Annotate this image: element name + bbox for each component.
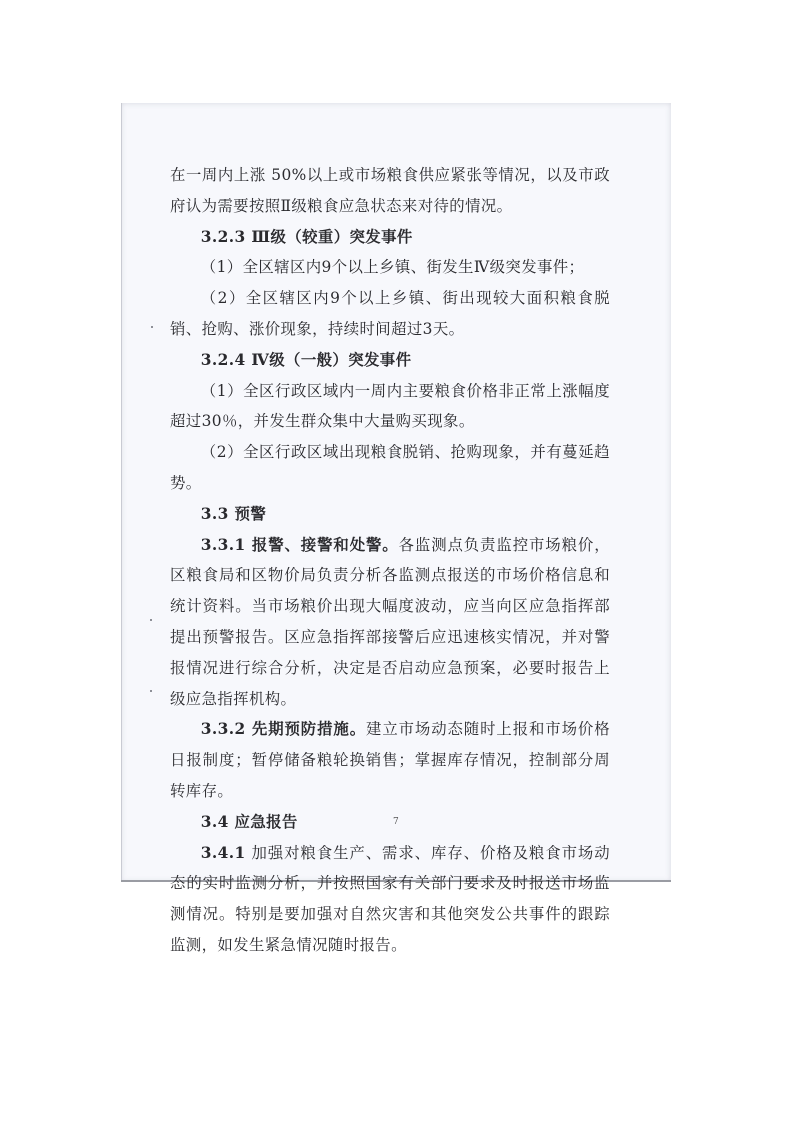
paragraph-3-4-1 (170, 838, 610, 961)
heading-3-4: 3.4 应急报告 (200, 812, 298, 831)
paragraph-3-4-1-body: 加强对粮食生产、需求、库存、价格及粮食市场动态的实时监测分析，并按照国家有关部门要求及时报送市场监测情况。特别是要加强对自然灾害和其他突发公共事件的跟踪监测，如发生紧急情况随时报告。 (170, 843, 610, 954)
heading-3-2-4: 3.2.4 Ⅳ级（一般）突发事件 (200, 350, 412, 369)
paragraph-3-4-1-title: 3.4.1 (200, 843, 246, 862)
paragraph-3-3-1-title: 3.3.1 报警、接警和处警。 (200, 535, 399, 554)
paragraph-3-3-2 (170, 714, 610, 806)
heading-3-2-3: 3.2.3 Ⅲ级（较重）突发事件 (200, 227, 413, 246)
paragraph-continuation: 在一周内上涨 50%以上或市场粮食供应紧张等情况，以及市政府认为需要按照Ⅱ级粮食应急状态来对待的情况。 (170, 166, 610, 215)
scan-speck (150, 690, 152, 692)
paragraph-3-2-3-1: （1）全区辖区内9个以上乡镇、街发生Ⅳ级突发事件； (200, 258, 585, 277)
page-number: 7 (393, 817, 399, 827)
paragraph-3-3-1-body: 各监测点负责监控市场粮价，区粮食局和区物价局负责分析各监测点报送的市场价格信息和统计资料。当市场粮价出现大幅度波动，应当向区应急指挥部提出预警报告。区应急指挥部接警后应迅速核实情况，并对警报情况进行综合分析，决定是否启动应急预案，必要时报告上级应急指挥机构。 (170, 535, 610, 708)
scan-speck (150, 619, 152, 621)
paragraph-3-3-2-title: 3.3.2 先期预防措施。 (200, 720, 367, 739)
scan-left-edge (121, 103, 122, 882)
paragraph-3-3-2-body: 建立市场动态随时上报和市场价格日报制度；暂停储备粮轮换销售；掌握库存情况，控制部分周转库存。 (170, 720, 610, 800)
paragraph-3-2-3-2: （2）全区辖区内9个以上乡镇、街出现较大面积粮食脱销、抢购、涨价现象，持续时间超过3天。 (170, 289, 610, 338)
document-body (170, 160, 610, 961)
scan-speck (151, 326, 153, 328)
paragraph-3-2-4-1: （1）全区行政区域内一周内主要粮食价格非正常上涨幅度超过30％，并发生群众集中大量购买现象。 (170, 381, 610, 431)
heading-3-3: 3.3 预警 (200, 504, 267, 523)
paragraph-3-2-4-2: （2）全区行政区域出现粮食脱销、抢购现象，并有蔓延趋势。 (170, 443, 610, 492)
paragraph-3-3-1 (170, 530, 610, 715)
